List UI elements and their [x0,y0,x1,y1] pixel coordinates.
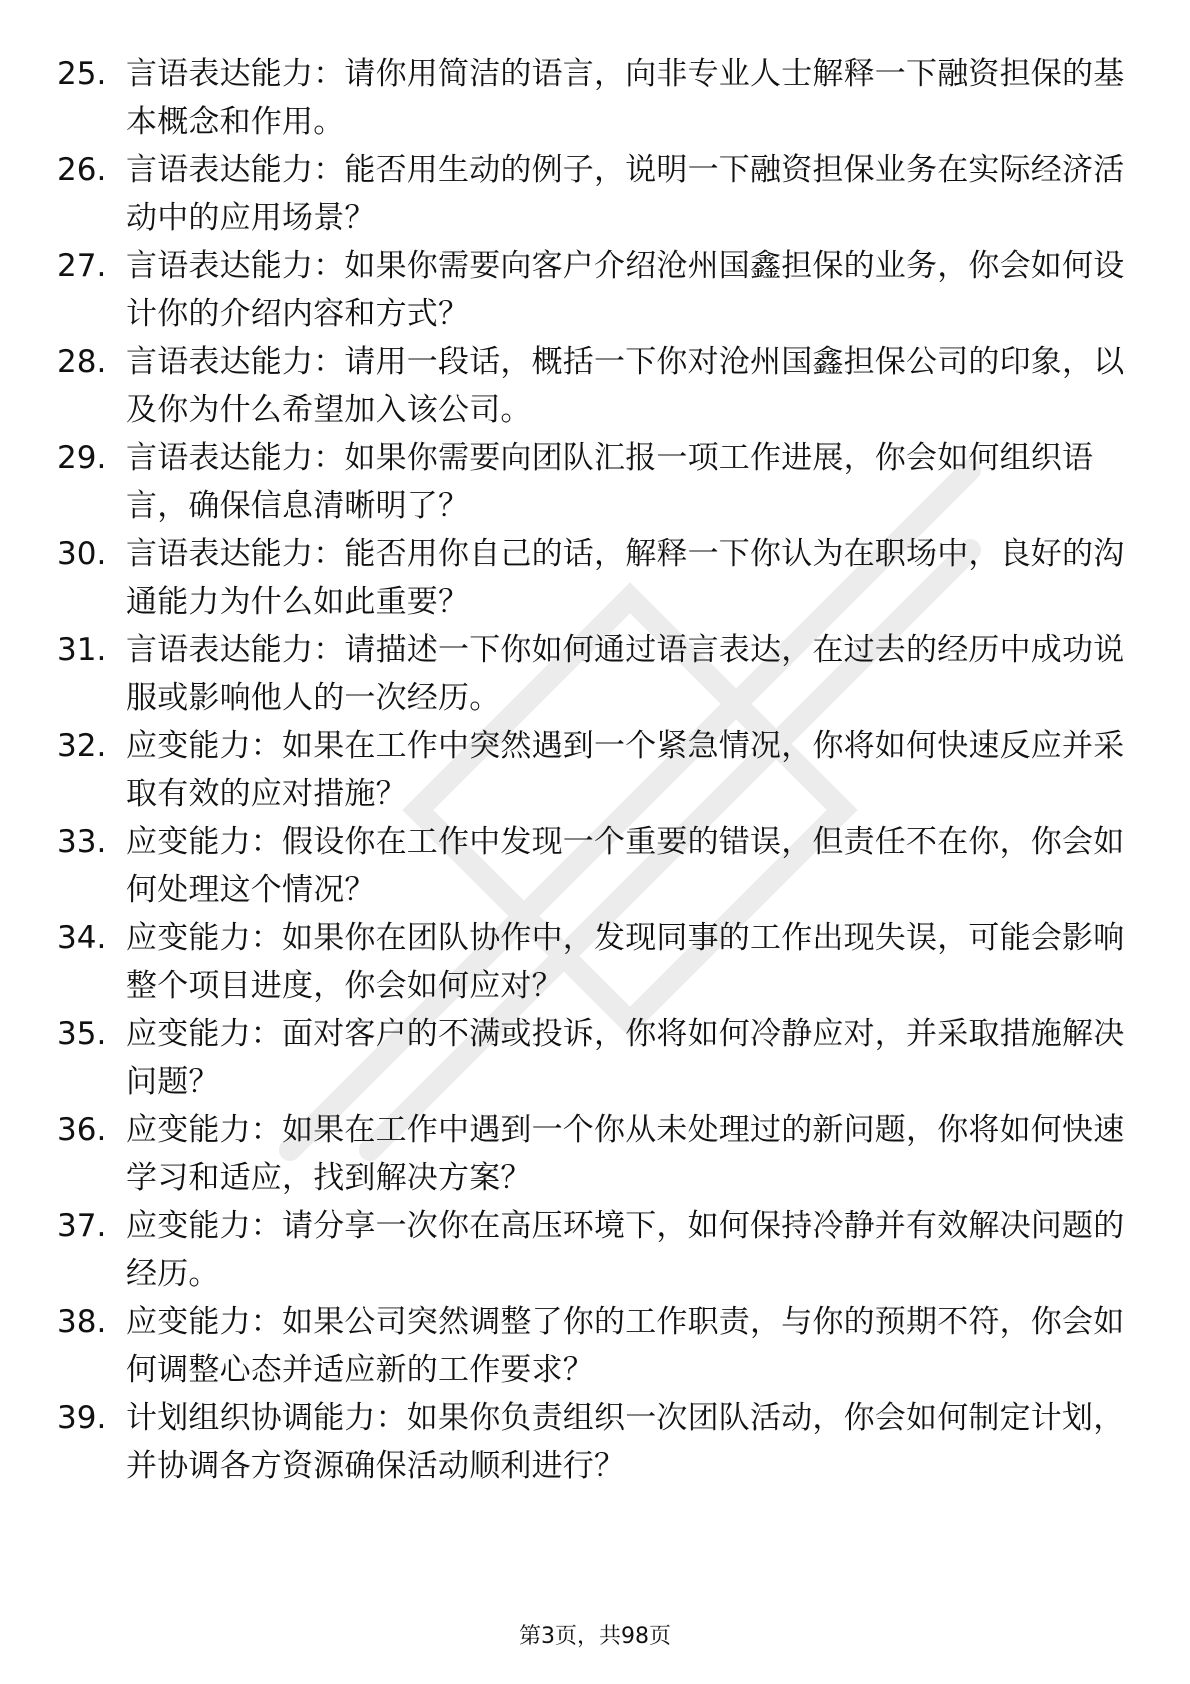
question-item [0,50,1190,150]
question-number: 37. [57,1208,107,1244]
question-text: 言语表达能力：如果你需要向客户介绍沧州国鑫担保的业务，你会如何设计你的介绍内容和方式？ [126,248,1125,332]
question-number: 33. [57,824,107,860]
question-number: 38. [57,1304,107,1340]
question-text: 言语表达能力：请用一段话，概括一下你对沧州国鑫担保公司的印象，以及你为什么希望加入该公司。 [126,344,1125,428]
question-number: 28. [57,344,107,380]
question-text: 言语表达能力：请你用简洁的语言，向非专业人士解释一下融资担保的基本概念和作用。 [126,56,1125,140]
page-number-label: 第3页，共98页 [519,1624,671,1649]
question-number: 25. [57,56,107,92]
question-number: 39. [57,1400,107,1436]
question-number: 35. [57,1016,107,1052]
page-footer [0,1622,1190,1652]
question-text: 计划组织协调能力：如果你负责组织一次团队活动，你会如何制定计划，并协调各方资源确保活动顺利进行？ [126,1400,1125,1484]
question-item [0,626,1190,726]
question-number: 29. [57,440,107,476]
question-text: 言语表达能力：请描述一下你如何通过语言表达，在过去的经历中成功说服或影响他人的一次经历。 [126,632,1125,716]
question-item [0,1298,1190,1398]
question-item [0,1202,1190,1302]
question-text: 应变能力：如果在工作中突然遇到一个紧急情况，你将如何快速反应并采取有效的应对措施？ [126,728,1125,812]
question-number: 34. [57,920,107,956]
question-item [0,434,1190,534]
question-item [0,914,1190,1014]
question-number: 36. [57,1112,107,1148]
question-number: 26. [57,152,107,188]
question-text: 应变能力：如果在工作中遇到一个你从未处理过的新问题，你将如何快速学习和适应，找到解决方案？ [126,1112,1125,1196]
question-item [0,146,1190,246]
question-text: 言语表达能力：能否用你自己的话，解释一下你认为在职场中，良好的沟通能力为什么如此重要？ [126,536,1125,620]
question-text: 应变能力：假设你在工作中发现一个重要的错误，但责任不在你，你会如何处理这个情况？ [126,824,1125,908]
question-text: 言语表达能力：如果你需要向团队汇报一项工作进展，你会如何组织语言，确保信息清晰明了？ [126,440,1094,524]
question-number: 31. [57,632,107,668]
question-item [0,1106,1190,1206]
question-item [0,818,1190,918]
question-item [0,1394,1190,1494]
question-text: 应变能力：如果公司突然调整了你的工作职责，与你的预期不符，你会如何调整心态并适应新的工作要求？ [126,1304,1125,1388]
question-item [0,530,1190,630]
question-text: 应变能力：如果你在团队协作中，发现同事的工作出现失误，可能会影响整个项目进度，你会如何应对？ [126,920,1125,1004]
question-text: 应变能力：面对客户的不满或投诉，你将如何冷静应对，并采取措施解决问题？ [126,1016,1125,1100]
question-text: 应变能力：请分享一次你在高压环境下，如何保持冷静并有效解决问题的经历。 [126,1208,1125,1292]
question-item [0,722,1190,822]
question-number: 32. [57,728,107,764]
question-item [0,338,1190,438]
question-item [0,1010,1190,1110]
question-text: 言语表达能力：能否用生动的例子，说明一下融资担保业务在实际经济活动中的应用场景？ [126,152,1125,236]
question-number: 27. [57,248,107,284]
question-item [0,242,1190,342]
question-number: 30. [57,536,107,572]
